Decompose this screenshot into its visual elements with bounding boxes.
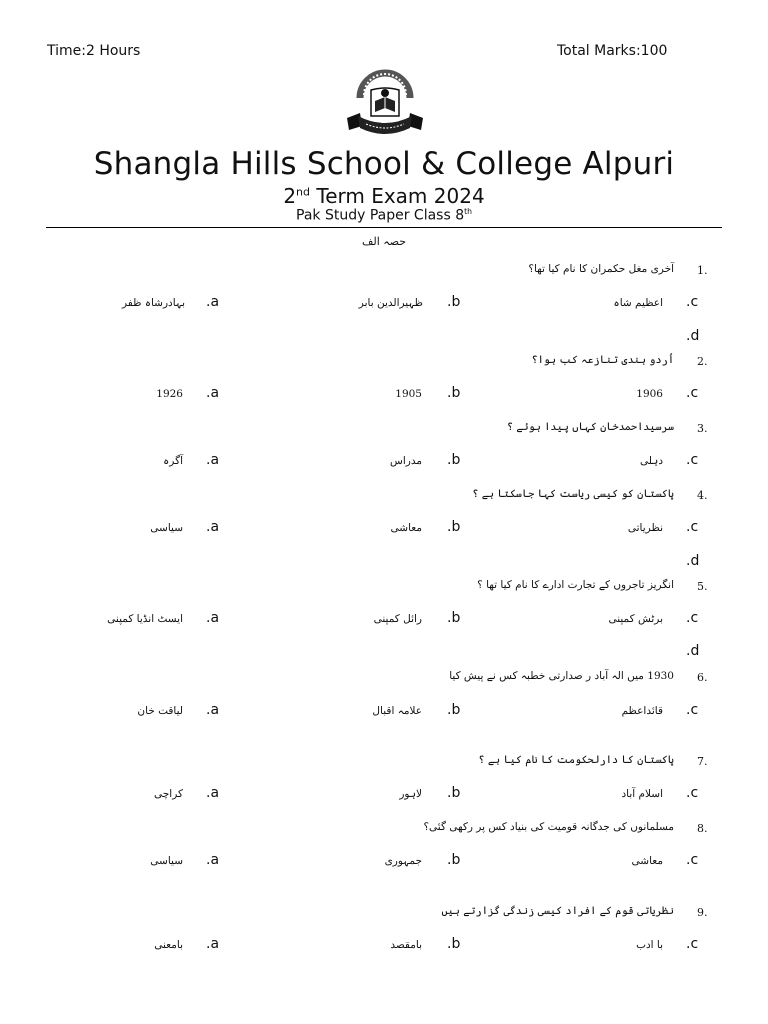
option-b-label: .b	[447, 452, 461, 468]
question-text: انگریز تاجروں کے تجارت ادارے کا نام کیا تھا ؟	[477, 579, 674, 591]
question-text: 1930 میں الہ آباد ر صدارتی خطبہ کس نے پیش کیا	[449, 670, 674, 682]
section-title: حصہ الف	[361, 235, 407, 248]
option-c-label: .c	[686, 852, 699, 868]
question-text: مسلمانوں کی جدگانہ قومیت کی بنیاد کس پر رکھی گئی؟	[423, 821, 674, 833]
option-c-label: .c	[686, 936, 699, 952]
option-c-label: .c	[686, 702, 699, 718]
question-number: 8.	[697, 822, 708, 835]
option-b-label: .b	[447, 936, 461, 952]
question-text: آخری مغل حکمران کا نام کیا تھا؟	[528, 263, 674, 275]
option-c-label: .c	[686, 385, 699, 401]
question-number: 7.	[697, 755, 708, 768]
header-divider	[46, 227, 722, 228]
option-d-label: .d	[686, 328, 700, 344]
option-a-label: .a	[206, 519, 220, 535]
option-d-label: .d	[686, 553, 700, 569]
option-c-text: قائداعظم	[621, 705, 663, 717]
option-a-text: کراچی	[154, 788, 183, 800]
option-c-text: دہلی	[639, 455, 663, 467]
option-a-label: .a	[206, 785, 220, 801]
option-b-text: ظہیرالدین بابر	[358, 297, 423, 309]
exam-title	[0, 184, 768, 208]
option-a-label: .a	[206, 294, 220, 310]
option-b-text: لاہور	[399, 788, 422, 800]
question-text: اُردو ہندی تنازعہ کب ہوا؟	[531, 354, 674, 366]
paper-class-ordinal: th	[464, 207, 472, 216]
question-number: 3.	[697, 422, 708, 435]
option-a-text: بہادرشاہ ظفر	[122, 297, 185, 309]
paper-subject-class: Pak Study Paper Class 8	[296, 207, 465, 224]
option-b-label: .b	[447, 785, 461, 801]
option-a-text: سیاسی	[150, 522, 183, 534]
option-a-label: .a	[206, 610, 220, 626]
question-number: 4.	[697, 489, 708, 502]
school-name: Shangla Hills School & College Alpuri	[93, 146, 675, 182]
option-c-text: اسلام آباد	[621, 788, 663, 800]
option-b-text: معاشی	[390, 522, 422, 534]
option-c-text: برٹش کمپنی	[608, 613, 663, 625]
question-text: سرسیداحمدخان کہاں پیدا ہوئے ؟	[506, 421, 674, 433]
option-c-text: 1906	[636, 388, 663, 400]
option-b-label: .b	[447, 702, 461, 718]
exam-time: Time:2 Hours	[47, 43, 141, 59]
option-c-text: معاشی	[631, 855, 663, 867]
option-c-label: .c	[686, 294, 699, 310]
option-a-text: 1926	[156, 388, 183, 400]
option-b-text: علامہ اقبال	[372, 705, 422, 717]
option-c-text: اعظیم شاہ	[613, 297, 663, 309]
option-c-label: .c	[686, 785, 699, 801]
option-d-label: .d	[686, 643, 700, 659]
question-text: پاکستان کو کیسی ریاست کہا جاسکتا ہے ؟	[472, 488, 674, 500]
option-b-label: .b	[447, 610, 461, 626]
option-a-text: لیاقت خان	[137, 705, 183, 717]
paper-title	[0, 207, 768, 224]
option-a-text: بامعنی	[154, 939, 183, 951]
question-number: 9.	[697, 906, 708, 919]
option-c-label: .c	[686, 519, 699, 535]
total-marks: Total Marks:100	[557, 43, 668, 59]
question-number: 6.	[697, 671, 708, 684]
option-c-label: .c	[686, 452, 699, 468]
option-c-label: .c	[686, 610, 699, 626]
option-a-label: .a	[206, 702, 220, 718]
option-b-text: جمہوری	[384, 855, 422, 867]
question-text: پاکستان کا دارلحکومت کا نام کیا ہے ؟	[478, 754, 674, 766]
option-a-label: .a	[206, 385, 220, 401]
exam-ordinal: nd	[296, 185, 311, 199]
question-number: 2.	[697, 355, 708, 368]
option-a-text: آگرہ	[163, 455, 183, 467]
question-number: 1.	[697, 264, 708, 277]
option-a-label: .a	[206, 936, 220, 952]
option-c-text: با ادب	[636, 939, 663, 951]
option-b-label: .b	[447, 294, 461, 310]
option-a-label: .a	[206, 452, 220, 468]
option-b-text: 1905	[395, 388, 422, 400]
option-c-text: نظریاتی	[627, 522, 663, 534]
option-b-label: .b	[447, 385, 461, 401]
option-b-text: بامقصد	[390, 939, 422, 951]
option-a-label: .a	[206, 852, 220, 868]
exam-number: 2	[283, 184, 297, 208]
option-a-text: ایسٹ انڈیا کمپنی	[107, 613, 183, 625]
exam-title-rest: Term Exam 2024	[310, 184, 485, 208]
option-b-text: رائل کمپنی	[373, 613, 422, 625]
question-text: نظریاتی قوم کے افراد کیسی زندگی گزارتے ہیں	[441, 905, 674, 917]
option-b-label: .b	[447, 519, 461, 535]
option-a-text: سیاسی	[150, 855, 183, 867]
question-number: 5.	[697, 580, 708, 593]
school-logo-emblem	[342, 68, 428, 144]
option-b-label: .b	[447, 852, 461, 868]
option-b-text: مدراس	[390, 455, 422, 467]
